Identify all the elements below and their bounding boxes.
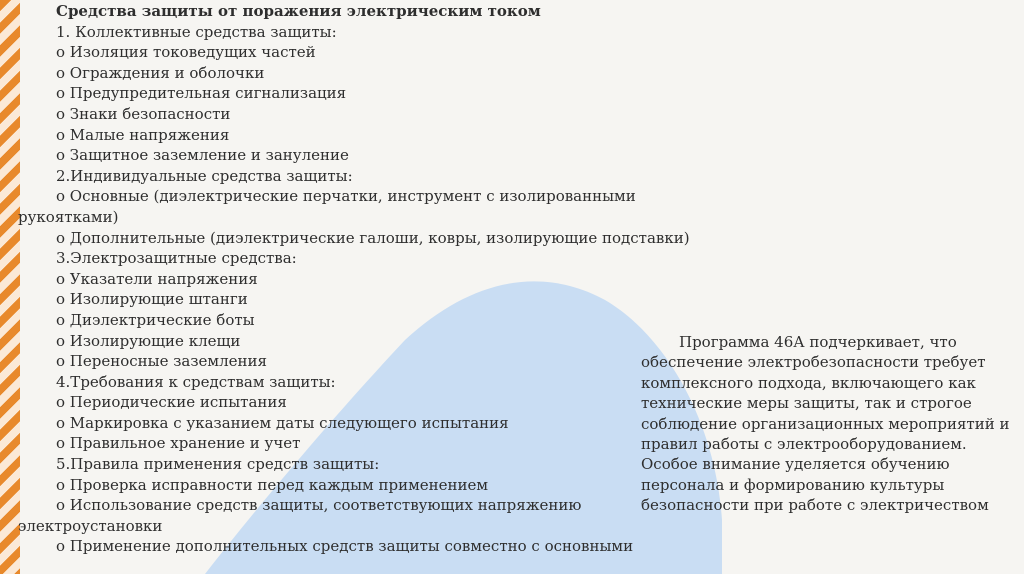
- list-item-text: o Основные (диэлектрические перчатки, инструмент с изолированными: [56, 187, 636, 206]
- list-item-text: o Применение дополнительных средств защиты совместно с основными: [56, 537, 634, 556]
- list-item: [18, 475, 708, 496]
- section-heading: [18, 22, 708, 43]
- list-item-text: o Указатели напряжения: [56, 269, 258, 288]
- list-item-text: o Изолирующие штанги: [56, 290, 248, 309]
- list-item-text: 4.Требования к средствам защиты:: [56, 372, 336, 391]
- list-item: [18, 63, 708, 84]
- summary-text: Программа 46А подчеркивает, что обеспечение электробезопасности требует комплексного подхода, включающего как технические меры защиты, так и строгое соблюдение организационных мероприятий и правил работы с электрооборудованием. Особое внимание уделяется обучению персонала и формированию культуры безопасности при работе с электричеством: [641, 333, 1010, 515]
- list-item: [18, 351, 708, 372]
- section-heading: [18, 372, 708, 393]
- list-item-text: o Правильное хранение и учет: [56, 434, 301, 453]
- list-item-text: o Изоляция токоведущих частей: [56, 43, 316, 62]
- list-item: [18, 145, 708, 166]
- summary-note: [641, 332, 1021, 516]
- list-item: [18, 83, 708, 104]
- list-item: [18, 495, 708, 516]
- section-heading: [18, 166, 708, 187]
- list-item-text: o Знаки безопасности: [56, 104, 231, 123]
- list-item-text: o Дополнительные (диэлектрические галоши, ковры, изолирующие подставки): [56, 228, 690, 247]
- list-item-text: o Ограждения и оболочки: [56, 63, 265, 82]
- protection-list: [18, 22, 708, 557]
- list-item-text: o Защитное заземление и зануление: [56, 146, 349, 165]
- section-heading: [18, 248, 708, 269]
- list-item: [18, 331, 708, 352]
- list-item: [18, 289, 708, 310]
- list-item: [18, 536, 708, 557]
- list-item: [18, 104, 708, 125]
- list-item: [18, 125, 708, 146]
- list-item: [18, 228, 708, 249]
- section-heading: [18, 454, 708, 475]
- list-item: [18, 433, 708, 454]
- list-item-continuation: электроустановки: [18, 516, 163, 535]
- list-item: [18, 392, 708, 413]
- list-item: [18, 186, 708, 207]
- list-item-text: 5.Правила применения средств защиты:: [56, 455, 380, 474]
- list-item: [18, 42, 708, 63]
- list-item-continuation: рукоятками): [18, 207, 119, 226]
- list-item-text: 3.Электрозащитные средства:: [56, 249, 297, 268]
- list-item-text: o Переносные заземления: [56, 352, 267, 371]
- list-item-text: o Маркировка с указанием даты следующего испытания: [56, 413, 509, 432]
- list-item-text: 2.Индивидуальные средства защиты:: [56, 166, 353, 185]
- list-item-text: o Проверка исправности перед каждым применением: [56, 475, 489, 494]
- list-item-text: o Использование средств защиты, соответствующих напряжению: [56, 496, 582, 515]
- list-item-text: o Предупредительная сигнализация: [56, 84, 347, 103]
- main-content: [18, 1, 708, 557]
- list-item-text: o Малые напряжения: [56, 125, 230, 144]
- list-item-text: o Диэлектрические боты: [56, 310, 255, 329]
- list-item: [18, 413, 708, 434]
- slide-title: Средства защиты от поражения электрическим током: [56, 2, 541, 20]
- list-item: [18, 310, 708, 331]
- list-item-text: o Периодические испытания: [56, 393, 287, 412]
- list-item: [18, 269, 708, 290]
- list-item-text: o Изолирующие клещи: [56, 331, 241, 350]
- list-item-text: 1. Коллективные средства защиты:: [56, 22, 337, 41]
